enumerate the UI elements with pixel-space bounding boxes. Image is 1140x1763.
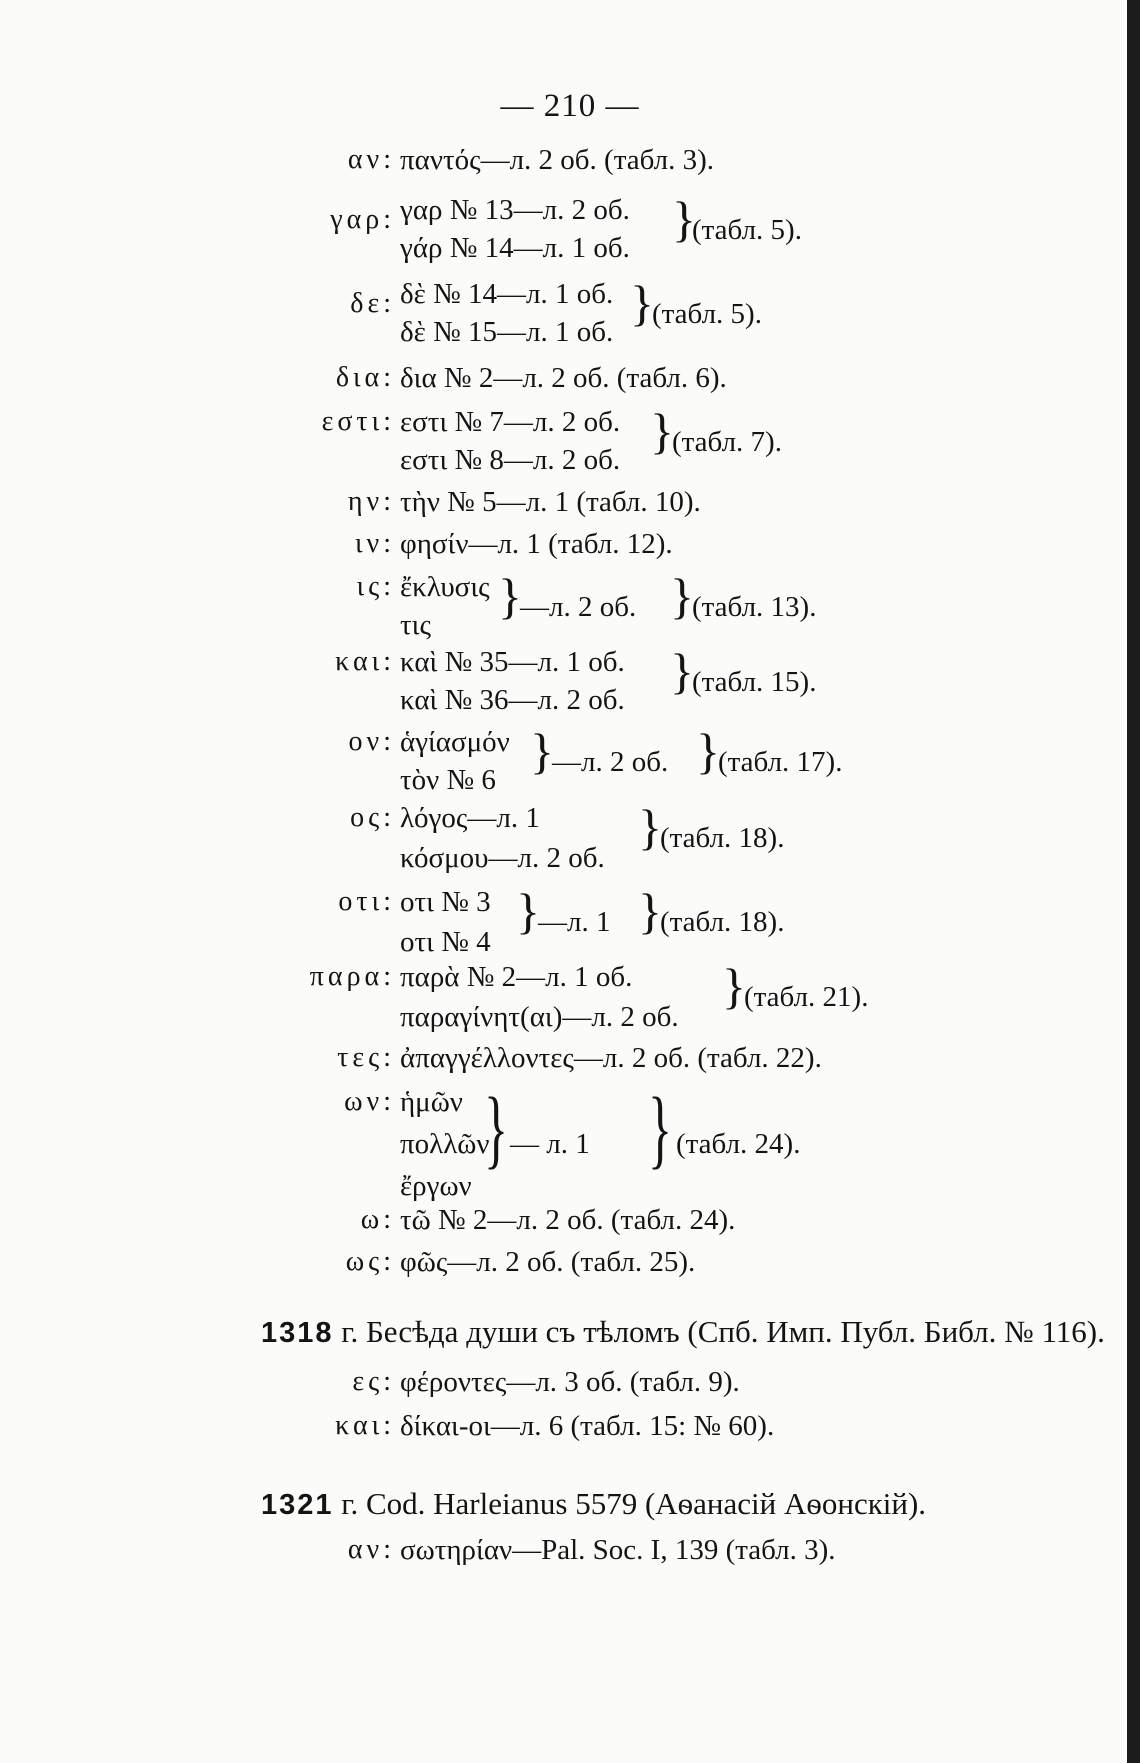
entry-row xyxy=(0,1528,1140,1572)
entry-row xyxy=(0,955,1140,1033)
entry-row xyxy=(0,1240,1140,1284)
entry-text: φῶς—л. 2 об. (табл. 25). xyxy=(400,1246,696,1278)
entry-label: ον: xyxy=(348,726,395,757)
entry-line: τὸν № 6 xyxy=(400,764,496,796)
table-ref: (табл. 21). xyxy=(744,981,869,1013)
table-ref: (табл. 5). xyxy=(692,214,802,246)
right-brace: } xyxy=(530,723,554,779)
entry-label: αν: xyxy=(347,1534,395,1565)
entry-line: λόγος—л. 1 xyxy=(400,802,540,834)
entry-line: τις xyxy=(400,609,431,641)
right-brace: } xyxy=(630,275,654,331)
entry-label: ων: xyxy=(344,1086,395,1117)
entry-label: και: xyxy=(335,646,395,677)
entry-label: τες: xyxy=(337,1042,395,1073)
entry-line: ἔργων xyxy=(400,1170,472,1202)
entry-row xyxy=(0,272,1140,348)
right-brace: } xyxy=(670,643,694,699)
entry-label: αν: xyxy=(347,144,395,175)
entry-label: οτι: xyxy=(338,886,395,917)
entry-row xyxy=(0,138,1140,182)
entry-line: καὶ № 36—л. 2 об. xyxy=(400,684,625,716)
entry-text: φησίν—л. 1 (табл. 12). xyxy=(400,528,673,560)
entry-label: ην: xyxy=(347,486,395,517)
entry-line: δὲ № 15—л. 1 об. xyxy=(400,316,614,348)
entry-text: δίκαι-οι—л. 6 (табл. 15: № 60). xyxy=(400,1410,775,1442)
entry-text: τὴν № 5—л. 1 (табл. 10). xyxy=(400,486,701,518)
entry-row xyxy=(0,188,1140,264)
page-number: — 210 — xyxy=(500,88,640,124)
entry-label: ως: xyxy=(345,1246,395,1277)
entry-line: οτι № 3 xyxy=(400,886,491,918)
entry-line: παρὰ № 2—л. 1 об. xyxy=(400,961,633,993)
entry-label: δια: xyxy=(335,362,395,393)
entry-row xyxy=(0,640,1140,716)
entry-row xyxy=(0,1360,1140,1404)
entry-row xyxy=(0,1078,1140,1202)
entry-row xyxy=(0,1036,1140,1080)
entry-label: ιν: xyxy=(355,528,395,559)
entry-mid: —л. 2 об. xyxy=(552,746,669,778)
entry-text: ἀπαγγέλλοντες—л. 2 об. (табл. 22). xyxy=(400,1042,822,1074)
table-ref: (табл. 7). xyxy=(672,426,782,458)
entry-line: καὶ № 35—л. 1 об. xyxy=(400,646,625,678)
entry-row xyxy=(0,1404,1140,1448)
right-brace: } xyxy=(672,191,696,247)
entry-label: και: xyxy=(335,1410,395,1441)
entry-text: παντός—л. 2 об. (табл. 3). xyxy=(400,144,715,176)
entry-text: σωτηρίαν—Pal. Soc. I, 139 (табл. 3). xyxy=(400,1534,836,1566)
section-year: 1321 xyxy=(261,1489,334,1521)
table-ref: (табл. 18). xyxy=(660,822,785,854)
entry-line: γαρ № 13—л. 2 об. xyxy=(400,194,630,226)
right-brace: } xyxy=(498,568,522,624)
entry-mid: — л. 1 xyxy=(510,1128,590,1160)
entry-row xyxy=(0,1198,1140,1242)
entry-label: γαρ: xyxy=(330,204,395,235)
entry-label: ος: xyxy=(350,802,395,833)
table-ref: (табл. 15). xyxy=(692,666,817,698)
section-heading-1321 xyxy=(261,1482,926,1527)
entry-line: εστι № 8—л. 2 об. xyxy=(400,444,621,476)
entry-text: φέροντες—л. 3 об. (табл. 9). xyxy=(400,1366,740,1398)
entry-row xyxy=(0,480,1140,524)
right-brace: } xyxy=(484,1078,508,1177)
section-heading-1318 xyxy=(261,1310,1105,1355)
right-brace: } xyxy=(638,883,662,939)
entry-line: γάρ № 14—л. 1 об. xyxy=(400,232,630,264)
right-brace: } xyxy=(650,403,674,459)
entry-text: δια № 2—л. 2 об. (табл. 6). xyxy=(400,362,727,394)
section-title: г. Cod. Harleianus 5579 (Аѳанасій Аѳонскій). xyxy=(341,1486,927,1521)
entry-row xyxy=(0,400,1140,476)
entry-line: πολλῶν xyxy=(400,1128,490,1160)
right-brace: } xyxy=(638,799,662,855)
entry-row xyxy=(0,796,1140,874)
entry-line: ἡμῶν xyxy=(400,1086,463,1118)
entry-line: εστι № 7—л. 2 об. xyxy=(400,406,621,438)
table-ref: (табл. 17). xyxy=(718,746,843,778)
right-brace: } xyxy=(696,723,720,779)
entry-text: τῶ № 2—л. 2 об. (табл. 24). xyxy=(400,1204,736,1236)
entry-line: κόσμου—л. 2 об. xyxy=(400,842,605,874)
right-brace: } xyxy=(670,568,694,624)
entry-line: ἁγίασμόν xyxy=(400,726,510,758)
entry-label: δε: xyxy=(350,288,395,319)
right-brace: } xyxy=(516,883,540,939)
table-ref: (табл. 13). xyxy=(692,591,817,623)
entry-row xyxy=(0,522,1140,566)
table-ref: (табл. 18). xyxy=(660,906,785,938)
entry-row xyxy=(0,880,1140,958)
entry-mid: —л. 2 об. xyxy=(520,591,637,623)
entry-label: ες: xyxy=(352,1366,395,1397)
entry-line: οτι № 4 xyxy=(400,926,491,958)
entry-label: ις: xyxy=(356,571,395,602)
entry-row xyxy=(0,356,1140,400)
entry-mid: —л. 1 xyxy=(538,906,611,938)
table-ref: (табл. 24). xyxy=(676,1128,801,1160)
right-brace: } xyxy=(722,958,746,1014)
entry-row xyxy=(0,720,1140,796)
entry-line: παραγίνητ(αι)—л. 2 об. xyxy=(400,1001,679,1033)
entry-row xyxy=(0,565,1140,641)
entry-label: εστι: xyxy=(321,406,395,437)
entry-label: ω: xyxy=(360,1204,395,1235)
section-year: 1318 xyxy=(261,1317,334,1349)
section-title: г. Бесѣда души съ тѣломъ (Спб. Имп. Публ. Библ. № 116). xyxy=(341,1314,1105,1349)
entry-label: παρα: xyxy=(309,961,395,992)
right-brace: } xyxy=(648,1078,672,1177)
entry-line: ἔκλυσις xyxy=(400,571,490,603)
entry-line: δὲ № 14—л. 1 об. xyxy=(400,278,614,310)
table-ref: (табл. 5). xyxy=(652,298,762,330)
